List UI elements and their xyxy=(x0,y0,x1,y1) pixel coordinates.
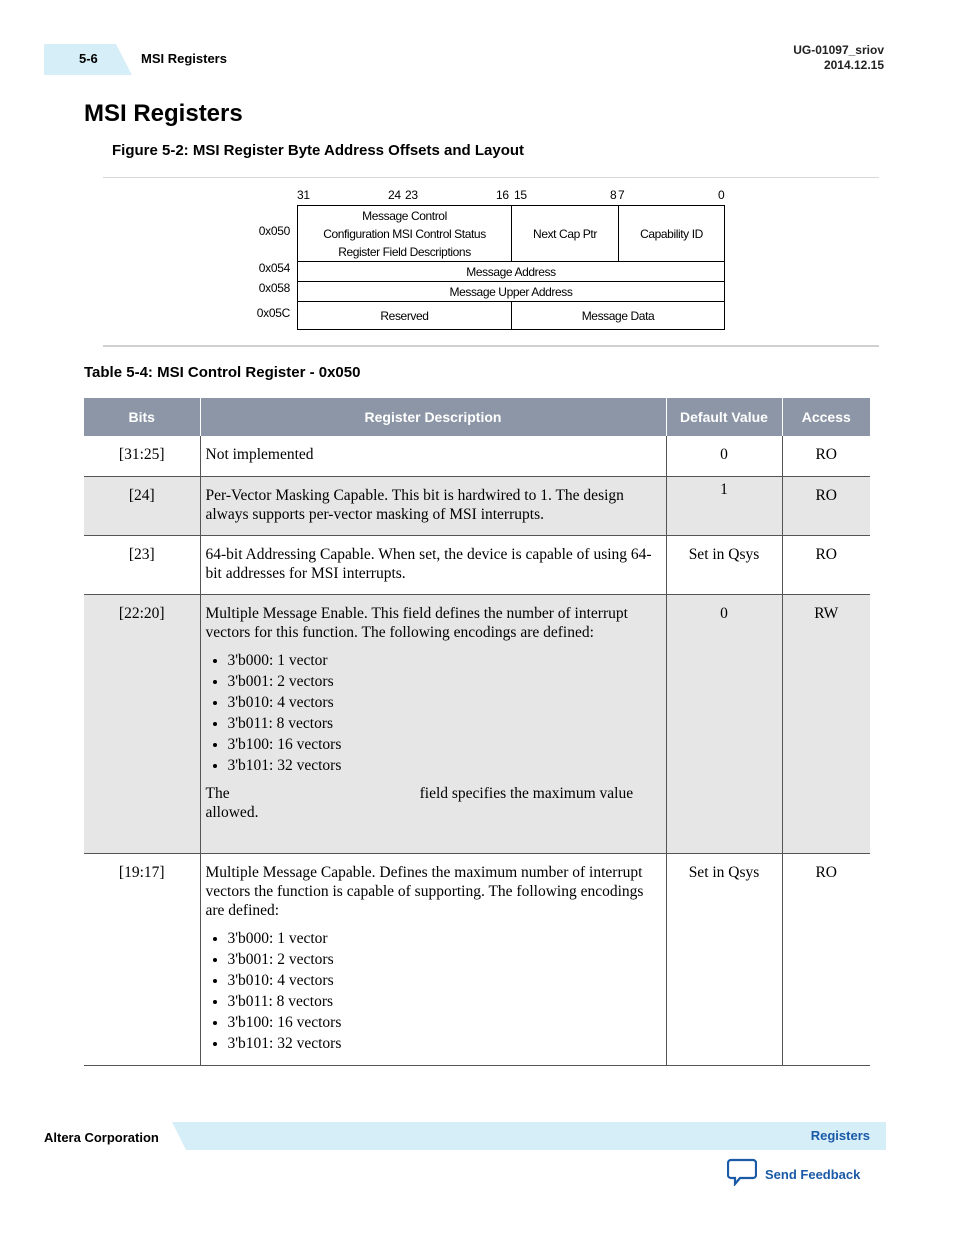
cell-message-data: Message Data xyxy=(511,301,725,330)
bit-label-31: 31 xyxy=(297,188,310,202)
cell-default: Set in Qsys xyxy=(666,535,782,594)
figure-caption: Figure 5-2: MSI Register Byte Address Offsets and Layout xyxy=(112,142,525,159)
description-text: Multiple Message Capable. Defines the maximum number of interrupt vectors the function is capable of supporting. The following encodings are defined: xyxy=(205,863,644,919)
cell-description xyxy=(200,594,666,853)
cell-access: RO xyxy=(782,436,870,476)
header-section-title: MSI Registers xyxy=(141,51,227,66)
list-item: • 3'b001: 2 vectors xyxy=(228,949,661,970)
bit-label-7: 7 xyxy=(618,188,625,202)
description-note xyxy=(206,784,661,822)
cell-message-control-line1: Message Control xyxy=(362,208,447,223)
cell-default: Set in Qsys xyxy=(666,853,782,1065)
figure-bottom-divider xyxy=(103,345,879,347)
offset-0x050: 0x050 xyxy=(258,224,290,238)
list-item: • 3'b011: 8 vectors xyxy=(228,991,661,1012)
doc-id-text: UG-01097_sriov xyxy=(793,43,884,57)
list-item: • 3'b010: 4 vectors xyxy=(228,692,661,713)
cell-access: RO xyxy=(782,476,870,535)
list-item: • 3'b011: 8 vectors xyxy=(228,713,661,734)
offset-0x058: 0x058 xyxy=(258,281,290,295)
header-register-description: Register Description xyxy=(200,398,666,436)
bit-label-23: 23 xyxy=(405,188,418,202)
cell-message-control-line3: Register Field Descriptions xyxy=(338,244,471,259)
list-item: • 3'b000: 1 vector xyxy=(228,928,661,949)
cell-bits: [24] xyxy=(84,476,200,535)
table-row xyxy=(84,436,870,476)
table-row xyxy=(84,535,870,594)
cell-description: Per-Vector Masking Capable. This bit is hardwired to 1. The design always supports per-vector masking of MSI interrupts. xyxy=(200,476,666,535)
list-item: • 3'b010: 4 vectors xyxy=(228,970,661,991)
document-id xyxy=(793,43,884,73)
cell-default: 1 xyxy=(666,476,782,535)
send-feedback-label[interactable]: Send Feedback xyxy=(765,1166,861,1182)
offset-0x054: 0x054 xyxy=(258,261,290,275)
footer-bar xyxy=(172,1122,886,1150)
cell-bits: [23] xyxy=(84,535,200,594)
list-item: • 3'b001: 2 vectors xyxy=(228,671,661,692)
cell-access: RW xyxy=(782,594,870,853)
speech-bubble-icon xyxy=(727,1158,757,1191)
bit-label-16: 16 xyxy=(496,188,509,202)
page-title: MSI Registers xyxy=(84,100,243,127)
note-lead: The xyxy=(205,784,230,802)
cell-capability-id: Capability ID xyxy=(618,205,725,262)
description-text: Multiple Message Enable. This field defines the number of interrupt vectors for this function. The following encodings are defined: xyxy=(205,604,628,641)
table-caption: Table 5-4: MSI Control Register - 0x050 xyxy=(84,364,361,381)
bit-label-0: 0 xyxy=(718,188,725,202)
cell-message-upper-address: Message Upper Address xyxy=(297,281,725,302)
encoding-list xyxy=(206,650,661,776)
cell-bits: [22:20] xyxy=(84,594,200,853)
cell-message-control-line2: Configuration MSI Control Status xyxy=(323,226,486,241)
bit-label-24: 24 xyxy=(388,188,401,202)
header-bits: Bits xyxy=(84,398,200,436)
cell-message-address: Message Address xyxy=(297,261,725,282)
header-default-value: Default Value xyxy=(666,398,782,436)
page-number: 5-6 xyxy=(79,51,98,66)
encoding-list xyxy=(206,928,661,1054)
send-feedback-link[interactable] xyxy=(727,1160,860,1188)
cell-bits: [19:17] xyxy=(84,853,200,1065)
cell-bits: [31:25] xyxy=(84,436,200,476)
offset-0x05c: 0x05C xyxy=(256,306,290,320)
list-item: • 3'b101: 32 vectors xyxy=(228,755,661,776)
cell-message-control xyxy=(297,205,512,262)
table-row xyxy=(84,594,870,853)
footer-company: Altera Corporation xyxy=(44,1130,159,1145)
footer-section-link[interactable]: Registers xyxy=(810,1128,870,1143)
cell-access: RO xyxy=(782,853,870,1065)
list-item: • 3'b100: 16 vectors xyxy=(228,734,661,755)
cell-access: RO xyxy=(782,535,870,594)
cell-reserved: Reserved xyxy=(297,301,512,330)
note-rest: field specifies the maximum value allowed. xyxy=(205,784,634,821)
cell-description: Not implemented xyxy=(200,436,666,476)
list-item: • 3'b101: 32 vectors xyxy=(228,1033,661,1054)
header-access: Access xyxy=(782,398,870,436)
bit-label-8: 8 xyxy=(610,188,617,202)
figure-top-divider xyxy=(103,177,879,178)
cell-next-cap-ptr: Next Cap Ptr xyxy=(511,205,619,262)
cell-description: 64-bit Addressing Capable. When set, the device is capable of using 64-bit addresses for MSI interrupts. xyxy=(200,535,666,594)
cell-description xyxy=(200,853,666,1065)
bit-label-15: 15 xyxy=(514,188,527,202)
list-item: • 3'b000: 1 vector xyxy=(228,650,661,671)
list-item: • 3'b100: 16 vectors xyxy=(228,1012,661,1033)
table-header-row xyxy=(84,398,870,436)
cell-default: 0 xyxy=(666,436,782,476)
msi-control-register-table xyxy=(84,398,870,1066)
doc-date: 2014.12.15 xyxy=(823,58,884,72)
cell-default: 0 xyxy=(666,594,782,853)
table-row xyxy=(84,476,870,535)
table-row xyxy=(84,853,870,1065)
